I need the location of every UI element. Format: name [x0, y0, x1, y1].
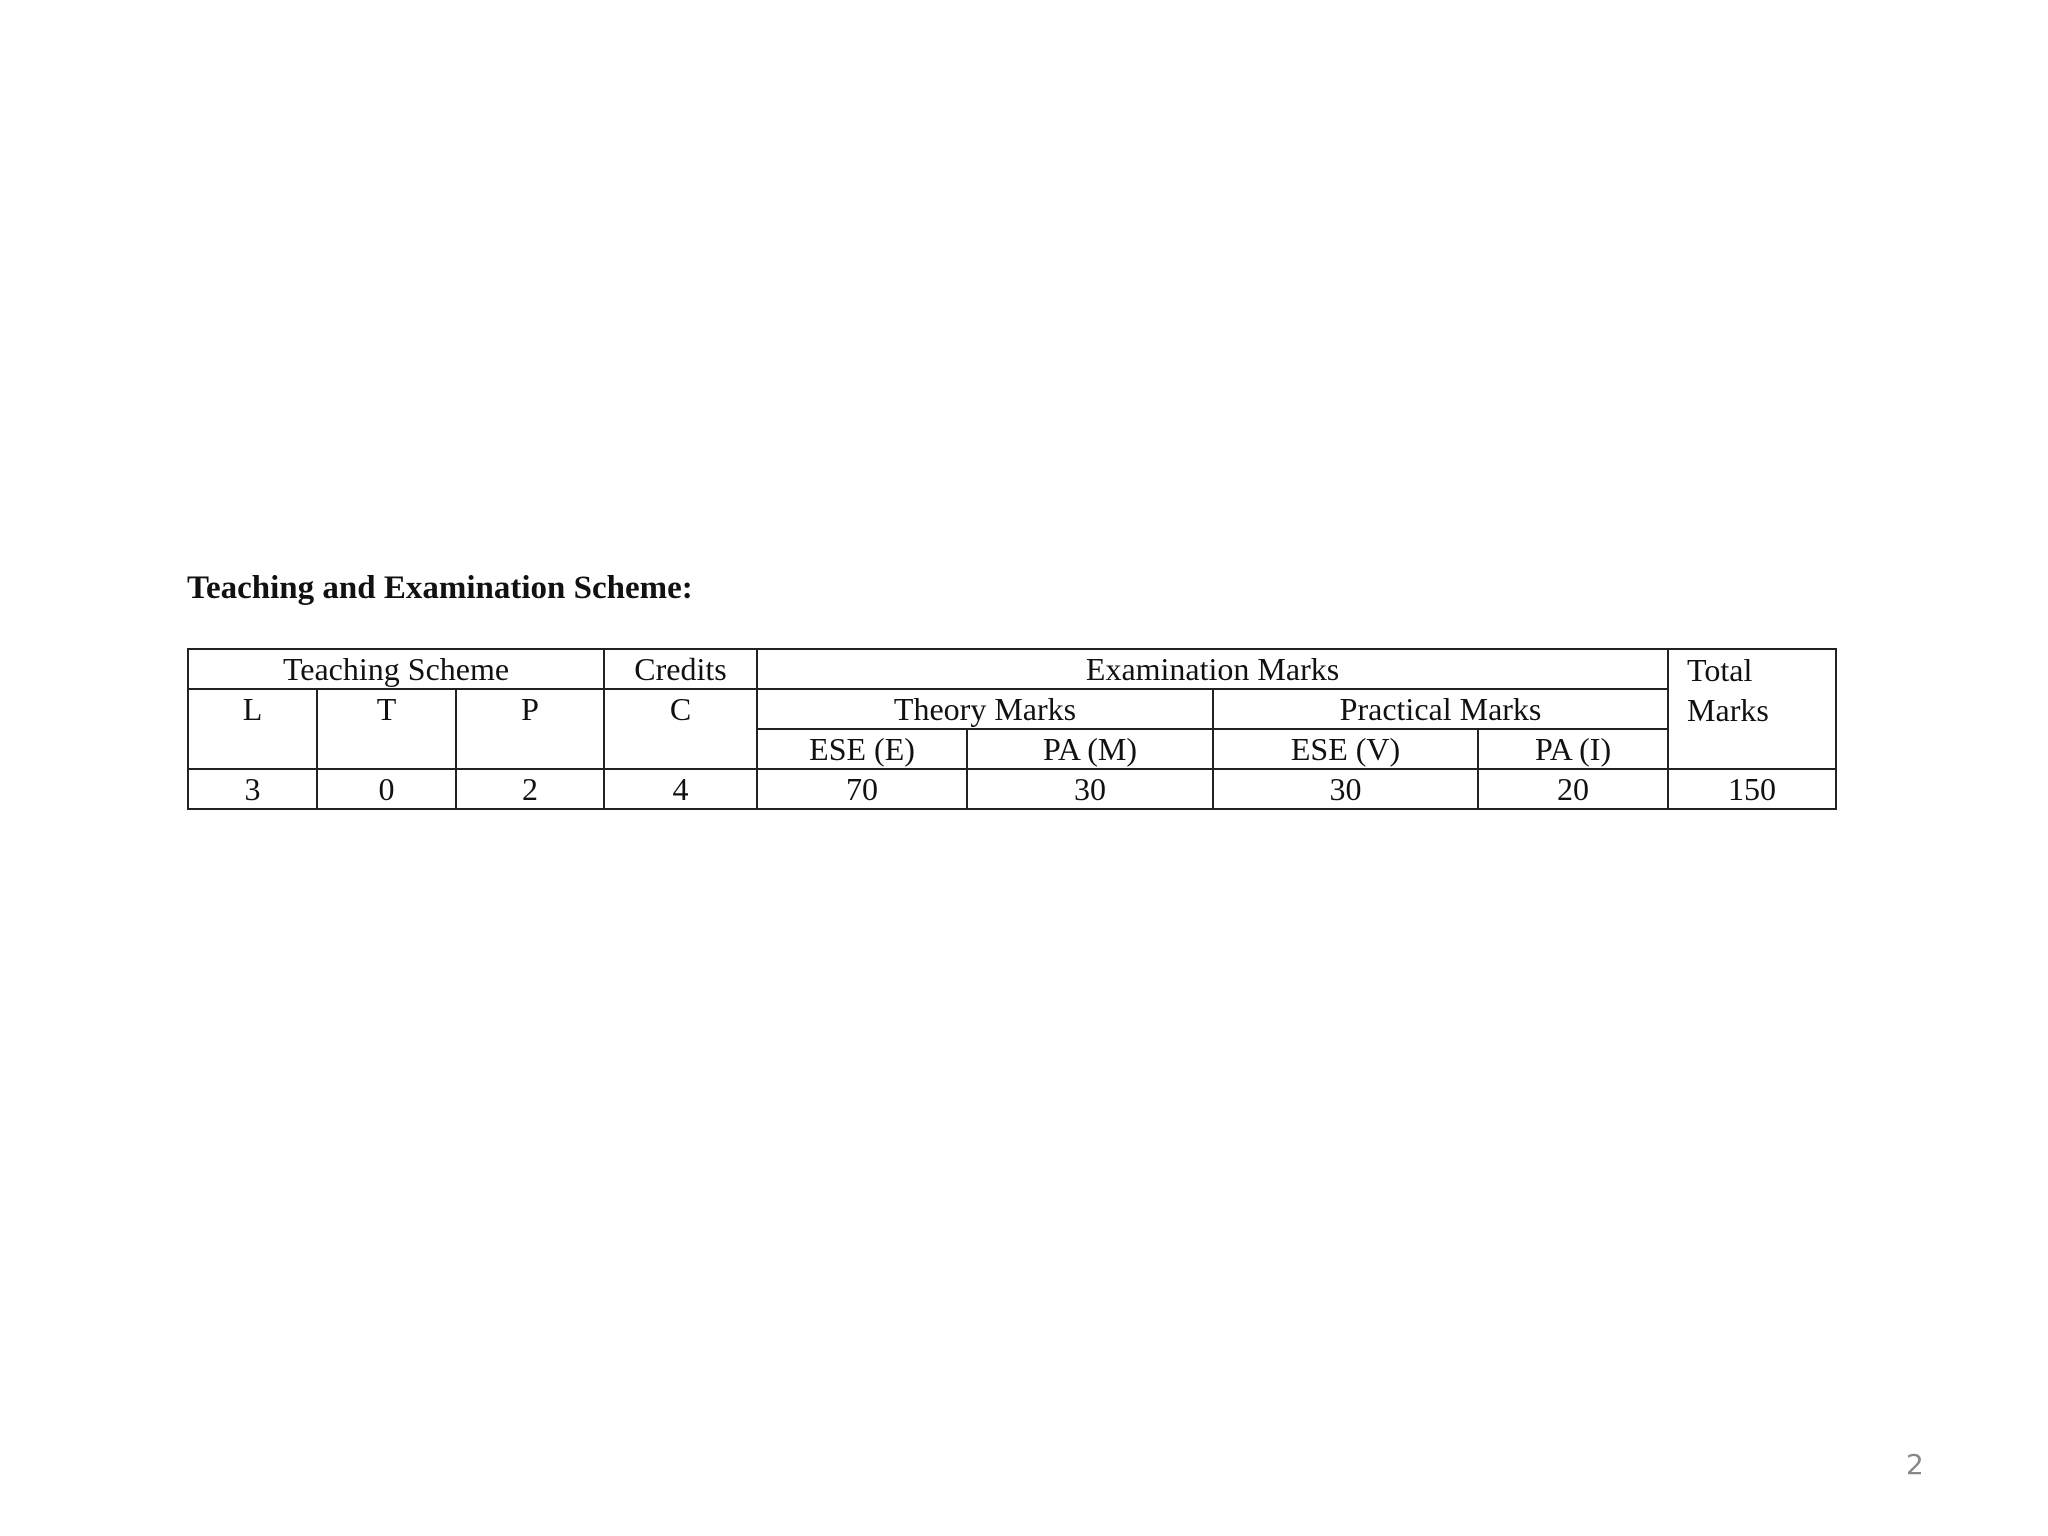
value-pa-m: 30 [967, 769, 1213, 809]
value-p: 2 [456, 769, 604, 809]
value-c: 4 [604, 769, 757, 809]
ese-v-header: ESE (V) [1213, 729, 1478, 769]
ese-e-header: ESE (E) [757, 729, 967, 769]
total-marks-header: Total Marks [1668, 649, 1836, 769]
teaching-scheme-header: Teaching Scheme [188, 649, 604, 689]
value-l: 3 [188, 769, 317, 809]
pa-i-header: PA (I) [1478, 729, 1668, 769]
value-t: 0 [317, 769, 456, 809]
values-row [188, 769, 1836, 809]
value-pa-i: 20 [1478, 769, 1668, 809]
section-heading: Teaching and Examination Scheme: [187, 570, 693, 606]
pa-m-header: PA (M) [967, 729, 1213, 769]
header-row-1 [188, 649, 1836, 689]
theory-marks-header: Theory Marks [757, 689, 1213, 729]
lecture-header: L [188, 689, 317, 769]
practical-header: P [456, 689, 604, 769]
value-total: 150 [1668, 769, 1836, 809]
examination-marks-header: Examination Marks [757, 649, 1668, 689]
credits-header: Credits [604, 649, 757, 689]
page-number: 2 [1906, 1448, 1924, 1481]
practical-marks-header: Practical Marks [1213, 689, 1668, 729]
value-ese-v: 30 [1213, 769, 1478, 809]
credit-c-header: C [604, 689, 757, 769]
header-row-2 [188, 689, 1836, 729]
scheme-table [187, 648, 1837, 810]
value-ese-e: 70 [757, 769, 967, 809]
tutorial-header: T [317, 689, 456, 769]
